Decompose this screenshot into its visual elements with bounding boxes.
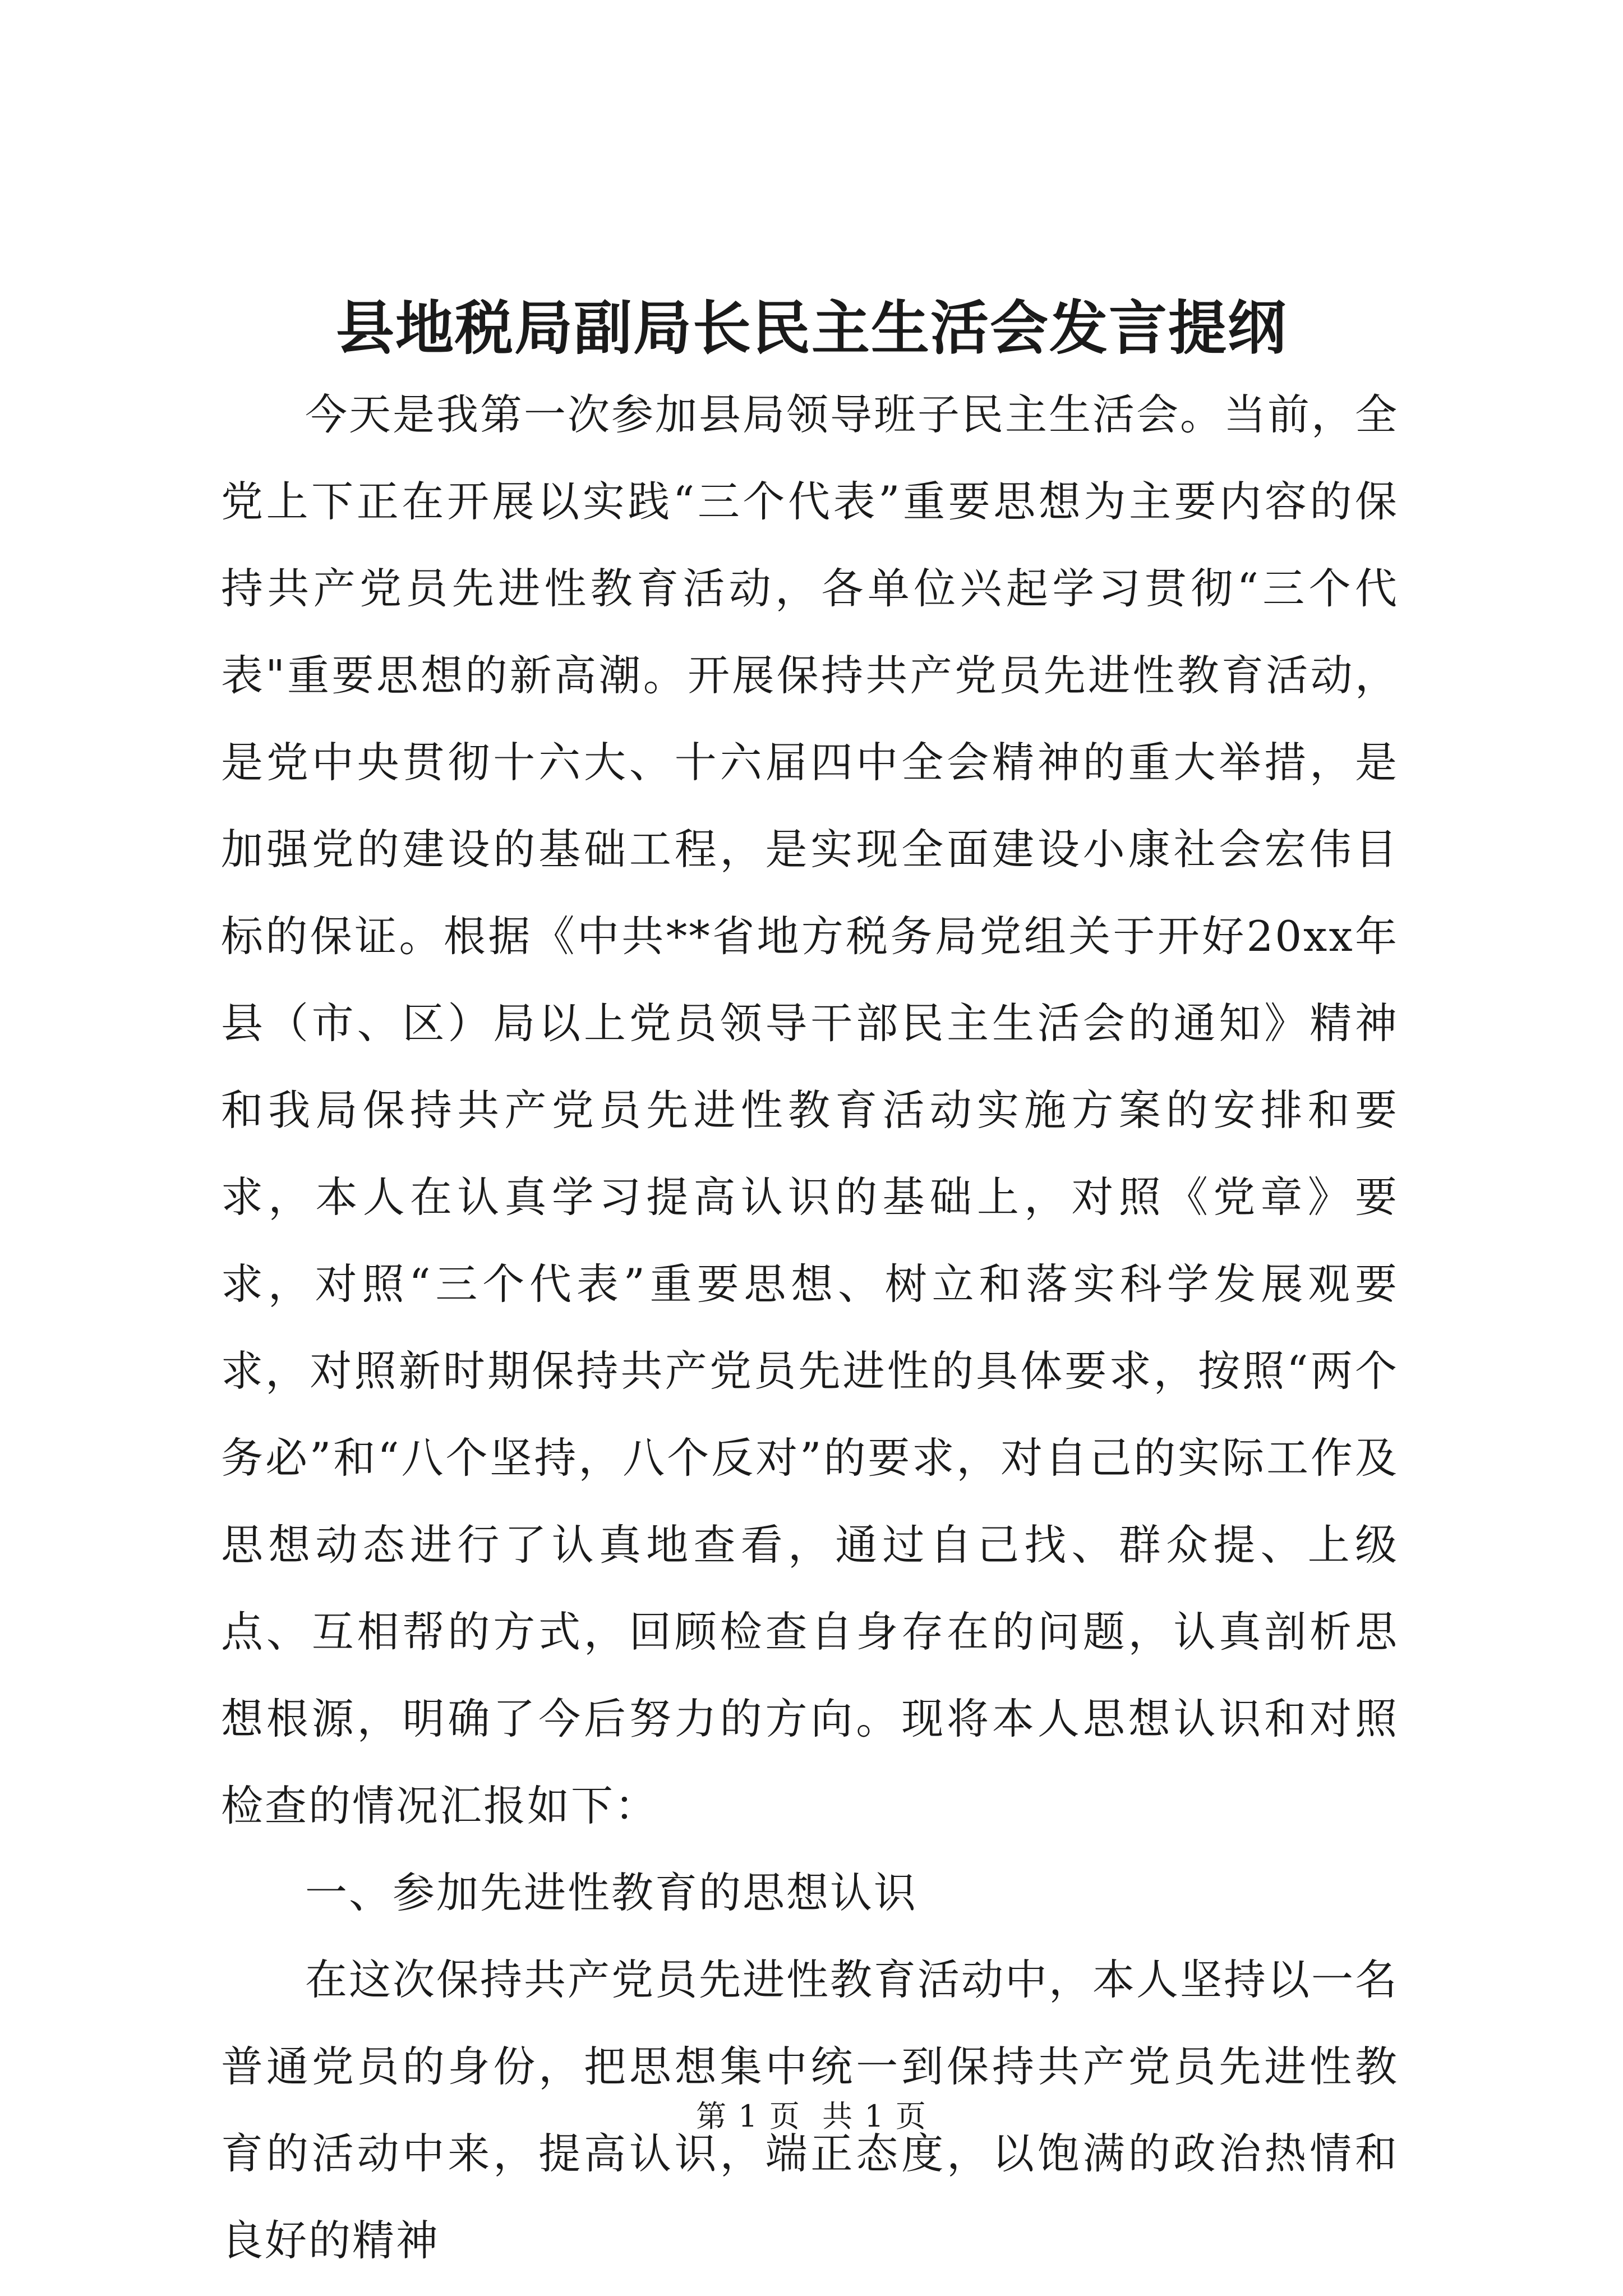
page-number: 第 1 页 共 1 页 — [696, 2099, 927, 2134]
section-heading-1: 一、参加先进性教育的思想认识 — [305, 1868, 918, 1917]
document-body — [221, 371, 1399, 2284]
page-footer — [0, 2097, 1623, 2136]
paragraph-section-1: 在这次保持共产党员先进性教育活动中，本人坚持以一名普通党员的身份，把思想集中统一到保持共产党员先进性教育的活动中来，提高认识，端正态度，以饱满的政治热情和良好的精神 — [221, 1955, 1399, 2265]
document-title: 县地税局副局长民主生活会发言提纲 — [335, 293, 1287, 362]
paragraph-intro: 今天是我第一次参加县局领导班子民主生活会。当前，全党上下正在开展以实践“三个代表”重要思想为主要内容的保持共产党员先进性教育活动，各单位兴起学习贯彻“三个代表"重要思想的新高潮。开展保持共产党员先进性教育活动，是党中央贯彻十六大、十六届四中全会精神的重大举措，是加强党的建设的基础工程，是实现全面建设小康社会宏伟目标的保证。根据《中共**省地方税务局党组关于开好20xx年县（市、区）局以上党员领导干部民主生活会的通知》精神和我局保持共产党员先进性教育活动实施方案的安排和要求，本人在认真学习提高认识的基础上，对照《党章》要求，对照“三个代表”重要思想、树立和落实科学发展观要求，对照新时期保持共产党员先进性的具体要求，按照“两个务必”和“八个坚持，八个反对”的要求，对自己的实际工作及思想动态进行了认真地查看，通过自己找、群众提、上级点、互相帮的方式，回顾检查自身存在的问题，认真剖析思想根源，明确了今后努力的方向。现将本人思想认识和对照检查的情况汇报如下： — [221, 390, 1399, 1830]
